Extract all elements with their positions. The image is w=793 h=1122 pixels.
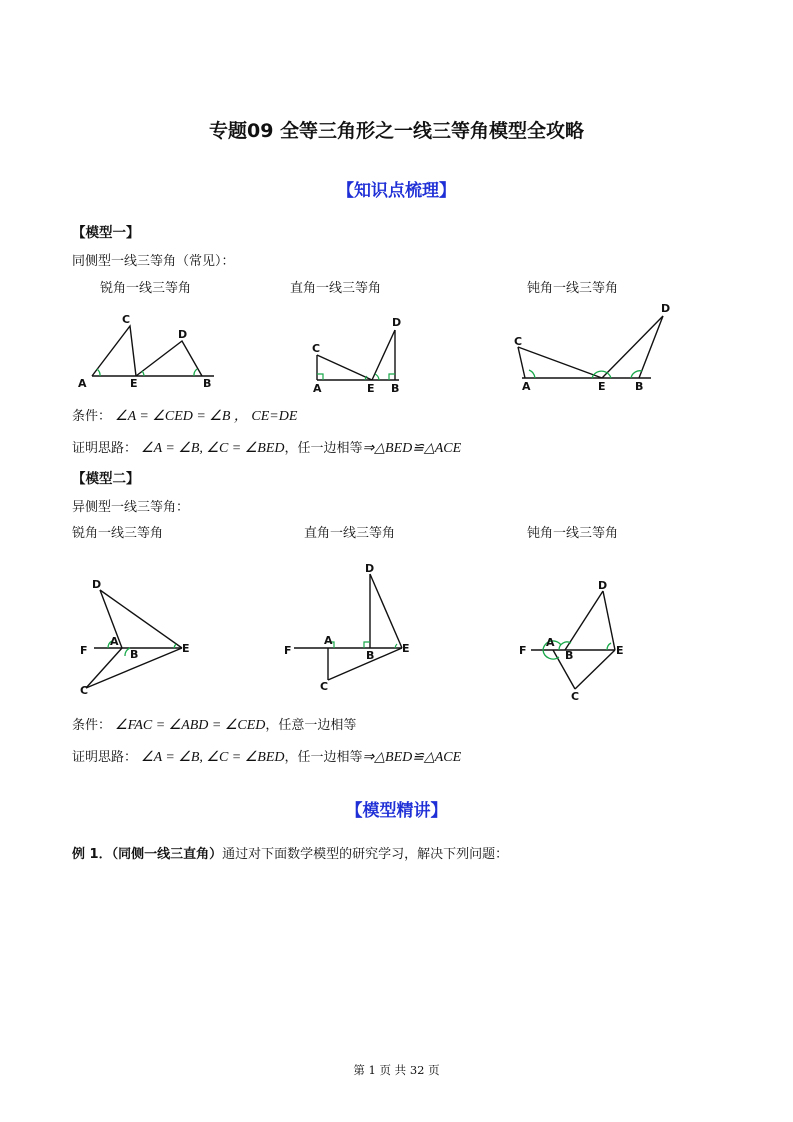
point-label-D: D [392,316,402,329]
point-label-D: D [661,302,671,315]
model2-condition [72,714,356,734]
point-label-A: A [110,635,119,648]
angle-mark [142,371,144,376]
point-label-D: D [92,578,102,591]
point-label-C: C [514,335,523,348]
figure-model1-right [305,310,415,396]
angle-mark [607,643,611,650]
segment-line [86,648,122,688]
proof-formula: ∠A = ∠B, ∠C = ∠BED [141,750,285,765]
figure-model2-right [280,560,420,695]
point-label-E: E [598,380,606,393]
segment-line [136,341,202,376]
point-label-B: B [635,380,644,393]
model1-label-acute: 锐角一线三等角 [100,281,192,296]
point-label-E: E [130,377,138,390]
point-label-E: E [367,382,375,395]
figure-model1-acute [72,305,232,395]
angle-mark [317,374,323,380]
point-label-D: D [365,562,375,575]
model1-condition [72,405,297,425]
segment-line [518,347,525,378]
point-label-C: C [320,680,329,693]
point-label-C: C [122,313,131,326]
segment-line [602,316,663,378]
angle-mark [194,369,197,376]
condition-formula: ∠FAC = ∠ABD = ∠CED [115,718,266,733]
angle-mark [389,374,395,380]
point-label-E: E [182,642,190,655]
condition-prefix: 条件： [72,718,112,733]
point-label-B: B [565,649,574,662]
model2-label-obtuse: 钝角一线三等角 [527,526,619,541]
point-label-F: F [519,644,527,657]
angle-mark [364,642,370,648]
proof-middle: ，任一边相等 [284,441,363,456]
figure-model2-obtuse [515,575,645,705]
point-label-C: C [80,684,89,697]
point-label-D: D [178,328,188,341]
segment-line [370,574,402,648]
proof-prefix: 证明思路： [72,750,138,765]
model1-description: 同侧型一线三等角（常见）： [72,254,235,269]
model1-heading: 【模型一】 [72,225,140,241]
example-1-label: 例 1．（同侧一线三直角） [72,847,223,862]
figure-model2-acute [70,570,200,700]
model1-proof [72,437,461,457]
point-label-C: C [312,342,321,355]
point-label-A: A [522,380,531,393]
point-label-E: E [402,642,410,655]
point-label-A: A [78,377,87,390]
point-label-B: B [203,377,212,390]
segment-line [603,591,615,650]
model1-label-obtuse: 钝角一线三等角 [527,281,619,296]
point-label-D: D [598,579,608,592]
segment-line [518,347,602,378]
point-label-A: A [313,382,322,395]
model1-label-right: 直角一线三等角 [290,281,382,296]
model2-label-acute: 锐角一线三等角 [72,526,164,541]
model2-proof [72,746,461,766]
section-heading-models: 【模型精讲】 [345,801,448,821]
point-label-B: B [366,649,375,662]
angle-mark [529,370,535,378]
segment-line [565,591,603,650]
page-footer: 第 1 页 共 32 页 [353,1063,440,1077]
model2-label-right: 直角一线三等角 [304,526,396,541]
point-label-A: A [546,636,555,649]
proof-middle: ，任一边相等 [284,750,363,765]
segment-line [92,326,136,376]
point-label-F: F [284,644,292,657]
segment-line [328,648,402,680]
point-label-B: B [391,382,400,395]
example-1-text: 通过对下面数学模型的研究学习，解决下列问题： [222,847,509,862]
point-label-A: A [324,634,333,647]
proof-prefix: 证明思路： [72,441,138,456]
point-label-B: B [130,648,139,661]
proof-formula: ∠A = ∠B, ∠C = ∠BED [141,441,285,456]
point-label-C: C [571,690,580,703]
page-title: 专题09 全等三角形之一线三等角模型全攻略 [208,120,585,142]
condition-middle: ，任意一边相等 [265,718,357,733]
segment-line [575,650,615,689]
proof-result: ⇒△BED≌△ACE [362,750,462,765]
figure-model1-obtuse [505,300,685,396]
angle-mark [375,374,379,380]
segment-line [639,316,663,378]
angle-mark [97,369,100,376]
point-label-E: E [616,644,624,657]
segment-line [317,355,372,380]
condition-prefix: 条件： [72,409,112,424]
segment-line [372,330,395,380]
point-label-F: F [80,644,88,657]
model2-heading: 【模型二】 [72,471,140,487]
condition-formula: ∠A = ∠CED = ∠B ， CE=DE [115,409,298,424]
proof-result: ⇒△BED≌△ACE [362,441,462,456]
example-1 [72,843,508,862]
section-heading-knowledge: 【知识点梳理】 [337,181,456,201]
model2-description: 异侧型一线三等角： [72,500,190,515]
